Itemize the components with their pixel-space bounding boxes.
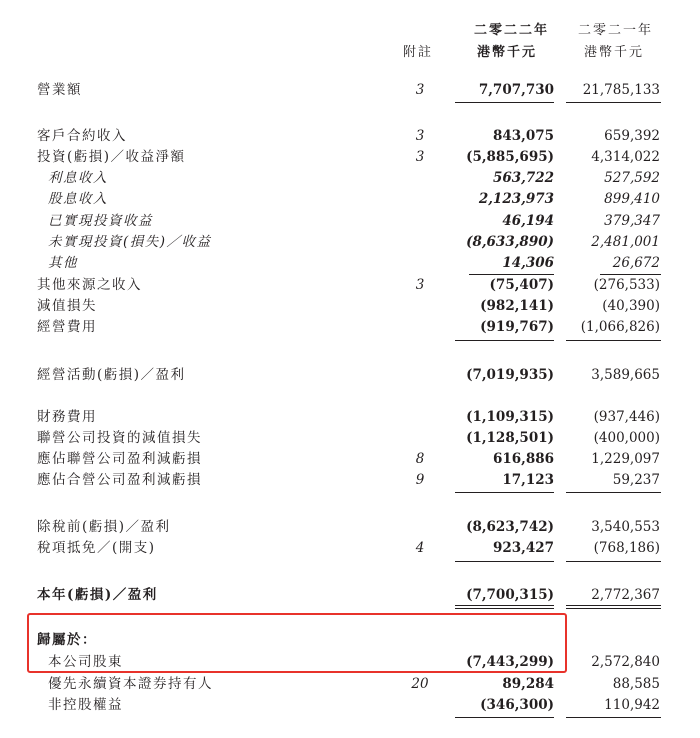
value-2022: (5,885,695) (466, 149, 554, 165)
year-2022-header: 二零二二年 (474, 23, 550, 38)
row-label: 本公司股東 (48, 654, 123, 670)
double-underline-2021-bottom (566, 608, 661, 609)
value-2021: (400,000) (593, 430, 660, 446)
value-2021: 4,314,022 (591, 149, 660, 165)
row-label: 已實現投資收益 (48, 213, 153, 229)
note-ref: 20 (411, 676, 429, 692)
value-2021: (276,533) (593, 277, 660, 293)
table-row (0, 470, 700, 491)
table-row (0, 407, 700, 428)
table-row (0, 232, 700, 253)
value-2021: 3,540,553 (591, 519, 660, 535)
note-ref: 3 (415, 149, 425, 165)
row-label: 營業額 (37, 82, 82, 98)
underline-2021 (566, 492, 661, 493)
value-2022: 2,123,973 (478, 191, 554, 207)
underline-2021 (566, 102, 661, 103)
underline-2021 (566, 717, 661, 718)
row-label: 經營活動(虧損)／盈利 (37, 367, 186, 383)
table-row (0, 168, 700, 189)
underline-2021 (566, 340, 661, 341)
value-2021: 2,572,840 (591, 654, 660, 670)
table-row (0, 211, 700, 232)
row-label: 優先永續資本證券持有人 (48, 676, 213, 692)
row-label: 稅項抵免／(開支) (37, 540, 156, 556)
underline-2022 (455, 340, 554, 341)
row-label: 本年(虧損)／盈利 (37, 587, 158, 603)
underline-2021 (566, 561, 661, 562)
row-label: 聯營公司投資的減值損失 (37, 430, 202, 446)
row-label: 其他 (48, 255, 78, 271)
row-label: 客戶合約收入 (37, 128, 127, 144)
note-ref: 3 (415, 82, 425, 98)
underline-2022 (455, 492, 554, 493)
row-label: 非控股權益 (48, 697, 123, 713)
value-2022: 923,427 (492, 540, 554, 556)
value-2022: (8,633,890) (466, 234, 554, 250)
value-2022: (7,019,935) (466, 367, 554, 383)
row-label: 未實現投資(損失)／收益 (48, 234, 212, 250)
table-row-profit-before-tax (0, 517, 700, 538)
row-label: 應佔聯營公司盈利減虧損 (37, 451, 202, 467)
table-row-profit-for-year (0, 585, 700, 606)
value-2021: 659,392 (604, 128, 660, 144)
value-2021: 2,481,001 (591, 234, 660, 250)
row-label: 利息收入 (48, 170, 108, 186)
value-2021: 88,585 (612, 676, 660, 692)
table-row (0, 428, 700, 449)
table-row (0, 147, 700, 168)
value-2021: 1,229,097 (591, 451, 660, 467)
value-2022: 7,707,730 (478, 82, 554, 98)
double-underline-2021-top (566, 605, 661, 606)
table-row (0, 253, 700, 274)
value-2021: 527,592 (604, 170, 660, 186)
row-label: 歸屬於： (37, 632, 97, 648)
unit-2021-header: 港幣千元 (584, 45, 645, 60)
value-2022: (1,109,315) (466, 409, 554, 425)
row-label: 應佔合營公司盈利減虧損 (37, 472, 202, 488)
note-column-header: 附註 (403, 45, 434, 60)
value-2022: 843,075 (492, 128, 554, 144)
note-ref: 8 (415, 451, 425, 467)
value-2022: 563,722 (492, 170, 554, 186)
value-2021: (937,446) (593, 409, 660, 425)
value-2022: (919,767) (480, 319, 554, 335)
value-2021: (768,186) (593, 540, 660, 556)
double-underline-2022-top (455, 605, 554, 606)
value-2021: (1,066,826) (580, 319, 660, 335)
value-2022: (982,141) (480, 298, 554, 314)
value-2022: (75,407) (489, 277, 554, 293)
value-2021: 26,672 (612, 255, 660, 271)
underline-2022 (455, 717, 554, 718)
table-row (0, 189, 700, 210)
row-label: 除稅前(虧損)／盈利 (37, 519, 171, 535)
row-label: 財務費用 (37, 409, 97, 425)
value-2022: (1,128,501) (466, 430, 554, 446)
table-row (0, 674, 700, 695)
value-2021: 21,785,133 (582, 82, 660, 98)
value-2022: (346,300) (480, 697, 554, 713)
value-2022: 616,886 (492, 451, 554, 467)
value-2021: 3,589,665 (591, 367, 660, 383)
value-2021: 110,942 (604, 697, 660, 713)
value-2022: (7,443,299) (466, 654, 554, 670)
value-2021: (40,390) (602, 298, 660, 314)
value-2022: (7,700,315) (466, 587, 554, 603)
highlight-box (27, 613, 567, 673)
row-label: 股息收入 (48, 191, 108, 207)
value-2021: 379,347 (604, 213, 660, 229)
table-row (0, 275, 700, 296)
value-2022: 89,284 (502, 676, 554, 692)
value-2021: 2,772,367 (591, 587, 660, 603)
underline-2022 (455, 102, 554, 103)
note-ref: 9 (415, 472, 425, 488)
table-row-turnover (0, 80, 700, 101)
value-2022: 14,306 (502, 255, 554, 271)
year-2021-header: 二零二一年 (578, 23, 654, 38)
double-underline-2022-bottom (455, 608, 554, 609)
value-2022: 17,123 (502, 472, 554, 488)
table-row (0, 449, 700, 470)
row-label: 其他來源之收入 (37, 277, 142, 293)
table-row (0, 695, 700, 716)
value-2022: (8,623,742) (466, 519, 554, 535)
table-row (0, 317, 700, 338)
table-row (0, 296, 700, 317)
unit-2022-header: 港幣千元 (477, 45, 538, 60)
value-2021: 59,237 (612, 472, 660, 488)
value-2022: 46,194 (502, 213, 554, 229)
table-row (0, 126, 700, 147)
table-row-operating-result (0, 365, 700, 386)
note-ref: 3 (415, 128, 425, 144)
value-2021: 899,410 (604, 191, 660, 207)
row-label: 經營費用 (37, 319, 97, 335)
note-ref: 3 (415, 277, 425, 293)
row-label: 減值損失 (37, 298, 97, 314)
note-ref: 4 (415, 540, 425, 556)
underline-2022 (455, 561, 554, 562)
row-label: 投資(虧損)／收益淨額 (37, 149, 186, 165)
table-row (0, 538, 700, 559)
